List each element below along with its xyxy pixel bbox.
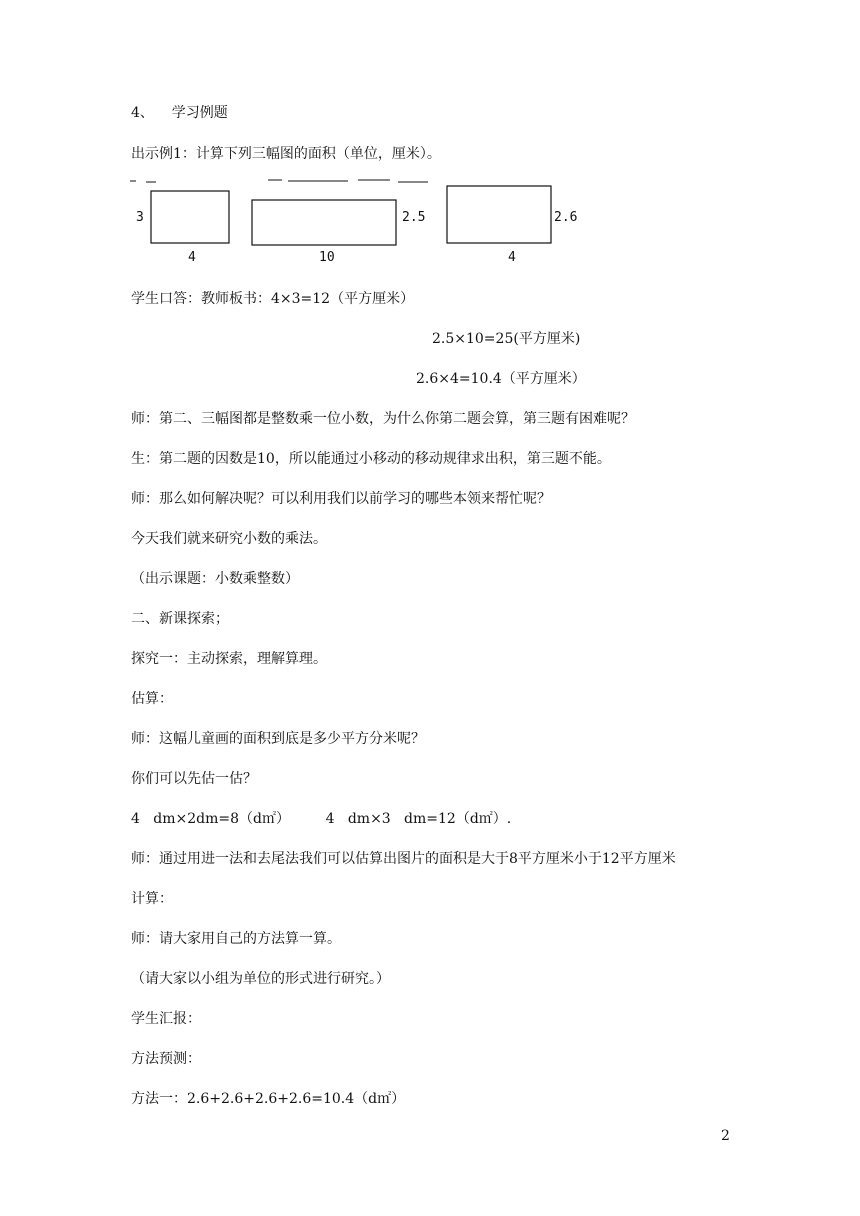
estimate-formula: 4 dm×2dm=8（d㎡） 4 dm×3 dm=12（d㎡）. [131, 811, 512, 827]
paragraph: 师：第二、三幅图都是整数乘一位小数，为什么你第二题会算，第三题有困难呢？ [131, 411, 635, 427]
example-intro: 出示例1：计算下列三幅图的面积（单位，厘米）。 [131, 146, 441, 162]
paragraph: 生：第二题的因数是10，所以能通过小移动的移动规律求出积，第三题不能。 [131, 451, 611, 467]
paragraph: 师：通过用进一法和去尾法我们可以估算出图片的面积是大于8平方厘米小于12平方厘米 [131, 851, 676, 867]
paragraph: 方法预测： [131, 1051, 201, 1067]
paragraph: 师：请大家用自己的方法算一算。 [131, 931, 341, 947]
rect1-width-label: 4 [188, 250, 196, 265]
paragraph: 方法一：2.6+2.6+2.6+2.6=10.4（d㎡） [131, 1091, 406, 1107]
answer-line-2: 2.5×10=25(平方厘米) [432, 331, 581, 347]
paragraph: 探究一：主动探索，理解算理。 [131, 651, 327, 667]
page-number: 2 [721, 1128, 730, 1144]
paragraph: （请大家以小组为单位的形式进行研究。） [131, 971, 390, 987]
paragraph: 计算： [131, 891, 173, 907]
paragraph: 今天我们就来研究小数的乘法。 [131, 531, 327, 547]
section-heading-2: 二、新课探索； [131, 611, 229, 627]
paragraph: 学生汇报： [131, 1011, 201, 1027]
answer-line-1: 学生口答：教师板书：4×3=12（平方厘米） [131, 291, 415, 307]
section-heading: 4、 学习例题 [131, 105, 228, 121]
paragraph: （出示课题：小数乘整数） [131, 571, 299, 587]
scan-artifact [130, 180, 428, 182]
rect1-height-label: 3 [136, 210, 144, 225]
rect3-height-label: 2.6 [554, 210, 578, 225]
rectangle-2 [252, 200, 396, 245]
rect3-width-label: 4 [508, 250, 516, 265]
paragraph: 师：那么如何解决呢？可以利用我们以前学习的哪些本领来帮忙呢？ [131, 491, 551, 507]
rect2-height-label: 2.5 [402, 210, 426, 225]
rectangle-1 [151, 191, 229, 243]
rectangle-3 [447, 186, 551, 243]
rect2-width-label: 10 [319, 250, 335, 265]
paragraph: 估算： [131, 691, 173, 707]
paragraph: 你们可以先估一估？ [131, 771, 257, 787]
rectangles-figure [128, 176, 588, 266]
rectangles-figure-svg [128, 176, 588, 266]
answer-line-3: 2.6×4=10.4（平方厘米） [416, 371, 586, 387]
paragraph: 师：这幅儿童画的面积到底是多少平方分米呢？ [131, 731, 425, 747]
